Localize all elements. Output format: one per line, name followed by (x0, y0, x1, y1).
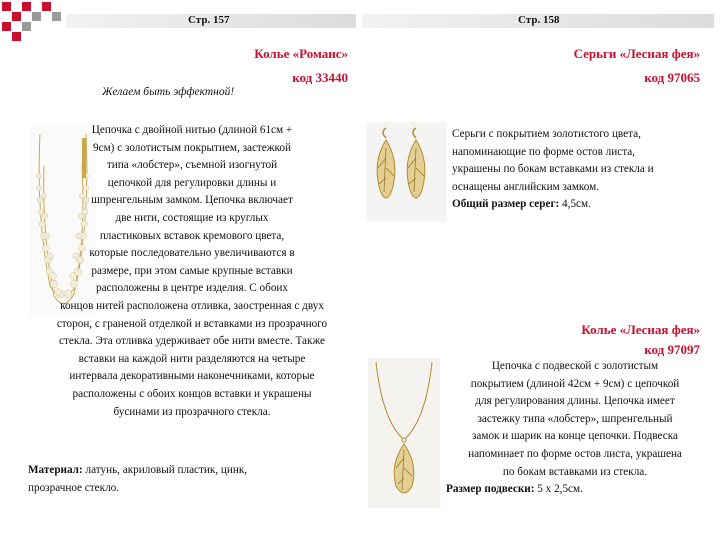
description-line: которые последовательно увеличиваются в (89, 247, 295, 260)
page-number-left: Стр. 157 (188, 14, 230, 26)
decor-square (2, 22, 11, 31)
page-number-right: Стр. 158 (518, 14, 560, 26)
description-line: расположены с обоих концов вставки и украшены (72, 387, 312, 400)
description-line: две нити, состоящие из круглых (115, 211, 269, 224)
description-line: напоминающие по форме остов листа, (452, 145, 635, 158)
description-line: цепочкой для регулировки длины и (107, 176, 277, 189)
product-description (24, 122, 360, 421)
necklace-description (444, 358, 706, 499)
material-label: Материал: (28, 464, 83, 476)
decor-square (22, 22, 31, 31)
description-line: стекла. Эта отливка удерживает обе нити вместе. Также (59, 335, 325, 348)
material-value-line2: прозрачное стекло. (28, 481, 120, 494)
material-value: латунь, акриловый пластик, цинк, (82, 464, 248, 476)
decor-square (12, 12, 21, 21)
description-line: размере, при этом самые крупные вставки (91, 264, 293, 277)
description-line: бусинами из прозрачного стекла. (113, 405, 271, 418)
description-line: оснащены английским замком. (452, 180, 600, 193)
product-title: Колье «Романс» (254, 46, 348, 61)
necklace-code: код 97097 (644, 342, 700, 357)
decor-square (32, 12, 41, 21)
pendant-necklace-image (368, 358, 440, 508)
description-line: сторон, с граненой отделкой и вставками из прозрачного (56, 317, 328, 330)
description-line: Цепочка с двойной нитью (длиной 61см + (91, 124, 293, 136)
decor-square (52, 12, 61, 21)
decor-square (42, 2, 51, 11)
description-line: вставки на каждой нити разделяются на четыре (78, 352, 306, 365)
description-line: для регулирования длины. Цепочка имеет (475, 395, 675, 408)
description-line: 9см) с золотистым покрытием, застежкой (93, 141, 291, 154)
necklace-title: Колье «Лесная фея» (581, 322, 700, 337)
description-line: по бокам вставками из стекла. (502, 465, 648, 478)
decor-square (12, 32, 21, 41)
description-line: Цепочка с подвеской с золотистым (491, 360, 659, 372)
earrings-description (452, 126, 714, 214)
description-line: замок и шарик на конце цепочки. Подвеска (471, 430, 678, 443)
description-line: типа «лобстер», съемной изогнутой (106, 159, 278, 172)
description-line: интервала декоративными наконечниками, которые (69, 370, 315, 383)
product-code: код 33440 (292, 70, 348, 85)
slogan: Желаем быть эффектной! (102, 86, 235, 98)
description-line: Серьги с покрытием золотистого цвета, (452, 128, 641, 140)
description-line: концов нитей расположена отливка, заостренная с двух (60, 299, 324, 312)
pendant-size-value: 5 х 2,5см. (534, 483, 583, 496)
description-line: застежку типа «лобстер», шпренгельный (477, 412, 673, 425)
description-line: расположены в центре изделия. С обоих (96, 282, 288, 295)
decor-square (2, 2, 11, 11)
description-line: напоминает по форме остов листа, украшена (468, 447, 682, 460)
description-line: украшены по бокам вставками из стекла и (452, 163, 654, 176)
earrings-image (366, 122, 446, 222)
earrings-code: код 97065 (644, 70, 700, 85)
decor-square (22, 2, 31, 11)
earrings-title: Серьги «Лесная фея» (573, 46, 700, 61)
material-info (28, 462, 247, 497)
description-line: шпренгельным замком. Цепочка включает (91, 194, 293, 207)
pendant-size-label: Размер подвески: (446, 483, 535, 496)
earrings-size-label: Общий размер серег: (452, 198, 560, 211)
description-line: покрытием (длиной 42см + 9см) с цепочкой (470, 377, 680, 390)
description-line: пластиковых вставок кремового цвета, (99, 229, 285, 242)
earrings-size-value: 4,5см. (559, 198, 591, 211)
